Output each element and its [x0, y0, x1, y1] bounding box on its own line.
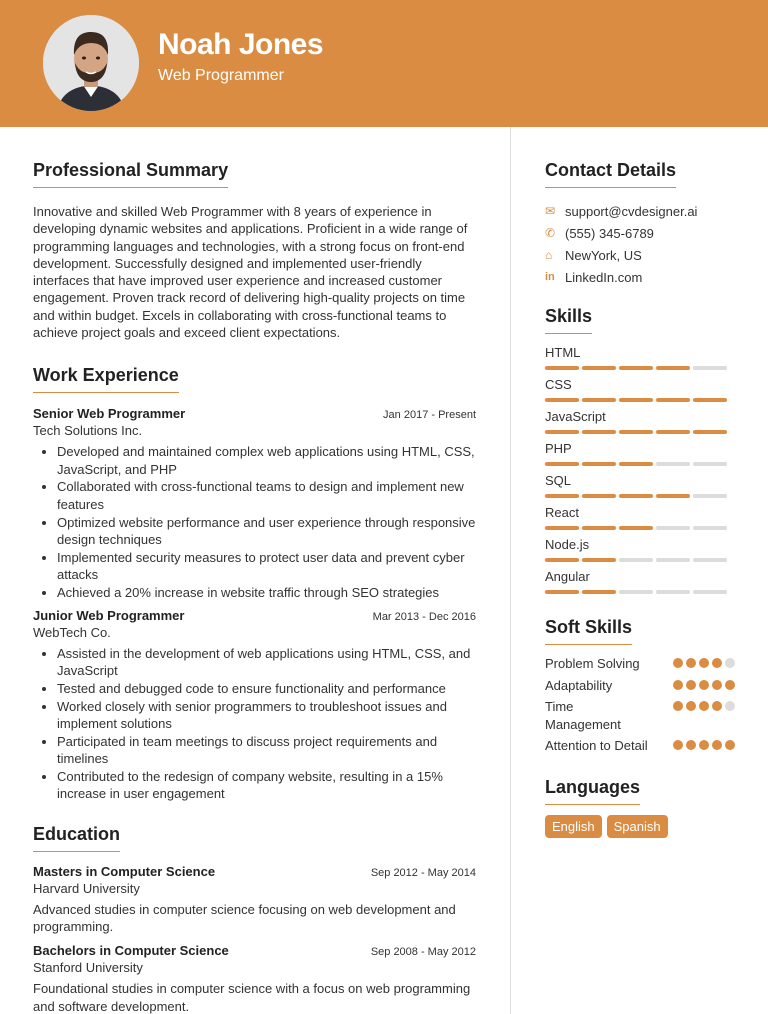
school-name: Harvard University [33, 880, 140, 896]
home-icon: ⌂ [545, 248, 553, 262]
skill-level-segment [656, 494, 690, 498]
work-section [33, 365, 476, 802]
skill-level-segment [656, 462, 690, 466]
skill-level-segment [545, 430, 579, 434]
job-bullet: • Tested and debugged code to ensure functionality and performance [57, 680, 476, 697]
skill-name: SQL [545, 473, 572, 488]
skill-level-segment [582, 494, 616, 498]
job-bullet: • Achieved a 20% increase in website traffic through SEO strategies [57, 584, 476, 601]
skill-item [545, 345, 735, 377]
job-entry [33, 406, 476, 601]
education-description: Advanced studies in computer science focusing on web development and programming. [33, 901, 456, 935]
skill-level-segment [693, 526, 727, 530]
skill-level-segment [545, 398, 579, 402]
contact-linkedin[interactable] [545, 266, 735, 288]
education-entry [33, 864, 476, 936]
skills-section [545, 306, 735, 601]
skill-item [545, 377, 735, 409]
job-bullet: • Developed and maintained complex web applications using HTML, CSS, JavaScript, and PHP [57, 443, 476, 478]
language-badges [545, 815, 735, 838]
skill-item [545, 569, 735, 601]
contact-location [545, 244, 735, 266]
soft-skill-name: Adaptability [545, 677, 613, 693]
job-date: Jan 2017 - Present [383, 409, 476, 422]
skill-level-segment [582, 430, 616, 434]
candidate-name: Noah Jones [158, 28, 324, 61]
degree-date: Sep 2008 - May 2012 [370, 946, 476, 959]
soft-skill-item [545, 677, 735, 695]
soft-skill-rating [673, 677, 735, 695]
skill-level-segment [656, 526, 690, 530]
degree-title: Masters in Computer Science [33, 863, 216, 879]
soft-skill-item [545, 737, 735, 755]
rating-dot [725, 658, 735, 668]
skill-level-segment [582, 462, 616, 466]
skill-name: JavaScript [545, 409, 606, 424]
skill-level-segment [545, 494, 579, 498]
rating-dot [725, 680, 735, 690]
skill-level-bar [545, 590, 735, 594]
skill-level-segment [619, 590, 653, 594]
job-bullet: • Worked closely with senior programmers to troubleshoot issues and implement solutions [57, 698, 476, 733]
contact-heading: Contact Details [545, 160, 676, 188]
degree-title: Bachelors in Computer Science [33, 943, 229, 959]
language-badge: English [545, 815, 602, 838]
contact-email-text: support@cvdesigner.ai [565, 203, 698, 219]
envelope-icon: ✉ [545, 204, 556, 218]
education-description: Foundational studies in computer science with a focus on web programming and software development. [33, 981, 471, 1014]
skill-level-bar [545, 462, 735, 466]
candidate-title: Web Programmer [158, 67, 284, 84]
rating-dot [712, 680, 722, 690]
skill-level-segment [619, 462, 653, 466]
skill-level-segment [693, 366, 727, 370]
skill-item [545, 473, 735, 505]
summary-section [33, 160, 476, 341]
contact-phone[interactable] [545, 222, 735, 244]
job-bullet: • Assisted in the development of web applications using HTML, CSS, and JavaScript [57, 645, 476, 680]
education-entry [33, 943, 476, 1014]
skill-level-segment [693, 398, 727, 402]
skill-item [545, 537, 735, 569]
rating-dot [686, 658, 696, 668]
job-bullet: • Participated in team meetings to discuss project requirements and timelines [57, 733, 476, 768]
skill-name: React [545, 505, 579, 520]
skill-level-segment [545, 462, 579, 466]
soft-skill-name: Problem Solving [545, 656, 640, 671]
rating-dot [712, 740, 722, 750]
linkedin-icon: in [545, 271, 555, 283]
job-date: Mar 2013 - Dec 2016 [372, 611, 476, 624]
skills-list [545, 345, 735, 601]
resume-header [0, 0, 768, 127]
skill-level-bar [545, 430, 735, 434]
skill-level-bar [545, 494, 735, 498]
column-divider [510, 127, 511, 1014]
skill-level-segment [693, 462, 727, 466]
job-bullets [33, 443, 476, 601]
soft-skill-item [545, 655, 735, 673]
skill-item [545, 409, 735, 441]
skill-level-segment [582, 526, 616, 530]
job-title: Senior Web Programmer [33, 406, 186, 422]
skill-name: Angular [545, 569, 590, 584]
skill-level-segment [545, 366, 579, 370]
job-title: Junior Web Programmer [33, 608, 185, 624]
soft-skill-rating [673, 737, 735, 755]
skill-level-bar [545, 398, 735, 402]
rating-dot [686, 680, 696, 690]
rating-dot [725, 740, 735, 750]
job-bullet: • Collaborated with cross-functional teams to design and implement new features [57, 478, 476, 513]
contact-linkedin-text: LinkedIn.com [565, 269, 643, 285]
rating-dot [673, 701, 683, 711]
languages-heading: Languages [545, 777, 640, 805]
work-heading: Work Experience [33, 365, 179, 393]
skill-level-bar [545, 366, 735, 370]
soft-skill-rating [673, 698, 735, 733]
skill-level-segment [693, 590, 727, 594]
skill-level-segment [619, 558, 653, 562]
rating-dot [725, 701, 735, 711]
rating-dot [712, 701, 722, 711]
skill-level-segment [545, 526, 579, 530]
language-badge: Spanish [607, 815, 668, 838]
contact-location-text: NewYork, US [565, 247, 642, 263]
skill-level-segment [619, 366, 653, 370]
rating-dot [673, 680, 683, 690]
education-heading: Education [33, 824, 120, 852]
soft-skill-rating [673, 655, 735, 673]
contact-email[interactable] [545, 200, 735, 222]
skill-level-segment [656, 366, 690, 370]
skill-level-bar [545, 526, 735, 530]
phone-icon: ✆ [545, 226, 556, 240]
skill-level-segment [619, 398, 653, 402]
job-bullet: • Contributed to the redesign of company website, resulting in a 15% increase in user engagement [57, 768, 476, 803]
profile-photo [43, 15, 139, 111]
soft-skill-name: Time Management [545, 699, 621, 732]
skill-item [545, 505, 735, 537]
contact-section [545, 160, 735, 288]
rating-dot [686, 701, 696, 711]
rating-dot [699, 740, 709, 750]
skill-level-segment [656, 590, 690, 594]
skills-heading: Skills [545, 306, 592, 334]
rating-dot [673, 740, 683, 750]
soft-skill-name: Attention to Detail [545, 738, 648, 753]
skill-item [545, 441, 735, 473]
contact-phone-text: (555) 345-6789 [565, 225, 654, 241]
soft-skills-list [545, 655, 735, 755]
rating-dot [673, 658, 683, 668]
skill-level-segment [656, 430, 690, 434]
skill-level-segment [545, 558, 579, 562]
soft-skills-section [545, 617, 735, 755]
skill-level-segment [545, 590, 579, 594]
summary-heading: Professional Summary [33, 160, 228, 188]
rating-dot [699, 658, 709, 668]
person-portrait-icon [43, 15, 139, 111]
soft-skill-item [545, 698, 735, 733]
job-bullets [33, 645, 476, 803]
skill-name: Node.js [545, 537, 590, 552]
skill-level-segment [693, 558, 727, 562]
job-entry [33, 608, 476, 803]
sidebar-column [545, 127, 735, 838]
skill-level-segment [582, 398, 616, 402]
skill-level-bar [545, 558, 735, 562]
languages-section [545, 777, 735, 838]
skill-name: HTML [545, 345, 581, 360]
skill-level-segment [619, 526, 653, 530]
main-column [33, 127, 476, 1014]
skill-level-segment [619, 494, 653, 498]
skill-level-segment [656, 398, 690, 402]
job-company: Tech Solutions Inc. [33, 423, 143, 439]
school-name: Stanford University [33, 960, 143, 976]
skill-level-segment [619, 430, 653, 434]
rating-dot [699, 680, 709, 690]
skill-name: PHP [545, 441, 572, 456]
rating-dot [699, 701, 709, 711]
skill-level-segment [582, 558, 616, 562]
skill-level-segment [582, 366, 616, 370]
skill-level-segment [693, 494, 727, 498]
skill-level-segment [656, 558, 690, 562]
job-company: WebTech Co. [33, 625, 111, 641]
job-bullet: • Optimized website performance and user experience through responsive design techniques [57, 514, 476, 549]
degree-date: Sep 2012 - May 2014 [370, 866, 476, 879]
skill-level-segment [582, 590, 616, 594]
rating-dot [712, 658, 722, 668]
soft-skills-heading: Soft Skills [545, 617, 632, 645]
job-bullet: • Implemented security measures to protect user data and prevent cyber attacks [57, 549, 476, 584]
rating-dot [686, 740, 696, 750]
summary-text: Innovative and skilled Web Programmer with 8 years of experience in developing dynamic websites and applications. Proficient in a wide range of programming languages and technologies, with a strong focus on front-end development. Successfully designed and implemented user-friendly interfaces that have improved user experience and increased customer engagement. Proven track record of delivering high-quality projects on time and within budget. Excels in collaborating with cross-functional teams to achieve project goals and exceed client expectations. [33, 204, 468, 341]
skill-name: CSS [545, 377, 572, 392]
skill-level-segment [693, 430, 727, 434]
education-section [33, 824, 476, 1014]
